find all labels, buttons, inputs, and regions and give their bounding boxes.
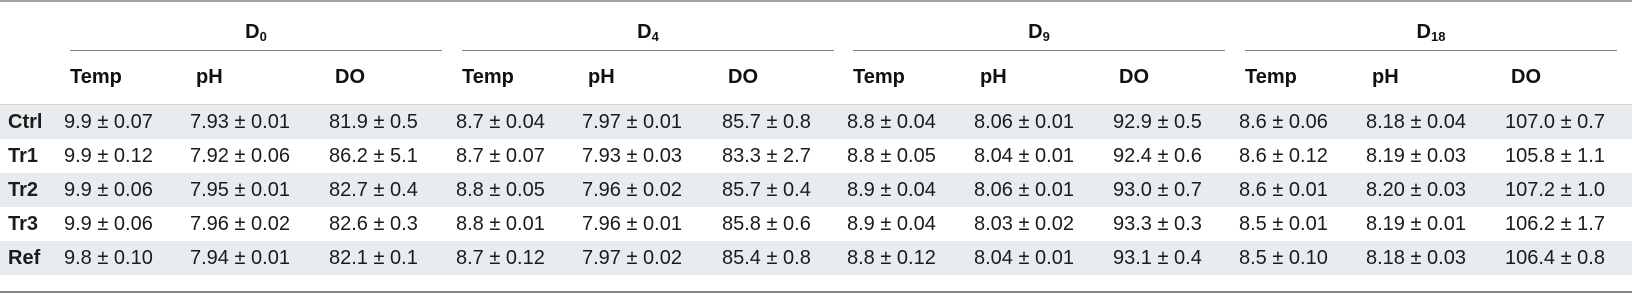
table-row bbox=[0, 207, 1632, 241]
table-cell: 7.97 ± 0.02 bbox=[582, 241, 722, 275]
group-rule-d18 bbox=[1245, 50, 1617, 51]
table-cell: 93.0 ± 0.7 bbox=[1113, 173, 1239, 207]
table-cell: 8.8 ± 0.01 bbox=[456, 212, 545, 235]
table-cell: 105.8 ± 1.1 bbox=[1505, 144, 1605, 167]
col-header-ph-d18: pH bbox=[1372, 66, 1399, 88]
group-rule-d4 bbox=[462, 50, 834, 51]
group-rule-d0 bbox=[70, 50, 442, 51]
col-header-temp-d0: Temp bbox=[70, 66, 122, 88]
table-cell: 8.04 ± 0.01 bbox=[974, 241, 1113, 275]
table-cell: 92.9 ± 0.5 bbox=[1113, 105, 1239, 139]
row-label: Tr1 bbox=[8, 144, 39, 167]
table-cell: 7.94 ± 0.01 bbox=[190, 241, 329, 275]
row-label: Tr2 bbox=[0, 173, 64, 207]
table-cell: 107.2 ± 1.0 bbox=[1505, 173, 1632, 207]
table-cell: 8.6 ± 0.06 bbox=[1239, 105, 1366, 139]
table-cell: 7.93 ± 0.01 bbox=[190, 105, 329, 139]
table-cell: 8.18 ± 0.04 bbox=[1366, 105, 1505, 139]
table-cell: 8.06 ± 0.01 bbox=[974, 173, 1113, 207]
table-cell: 8.8 ± 0.04 bbox=[847, 105, 974, 139]
table-cell: 8.03 ± 0.02 bbox=[974, 212, 1074, 235]
table-cell: 83.3 ± 2.7 bbox=[722, 144, 811, 167]
data-table bbox=[0, 105, 1632, 275]
table-cell: 9.9 ± 0.06 bbox=[64, 173, 190, 207]
group-header-d0: $D_0$ bbox=[245, 21, 267, 44]
table-cell: 8.6 ± 0.01 bbox=[1239, 173, 1366, 207]
col-header-do-d18: DO bbox=[1511, 66, 1541, 88]
table-row bbox=[0, 173, 1632, 207]
row-label: Tr3 bbox=[8, 212, 39, 235]
table-cell: 9.9 ± 0.12 bbox=[64, 144, 153, 167]
table-cell: 85.7 ± 0.8 bbox=[722, 105, 847, 139]
col-header-do-d4: DO bbox=[728, 66, 758, 88]
table-cell: 106.4 ± 0.8 bbox=[1505, 241, 1632, 275]
table-cell: 8.18 ± 0.03 bbox=[1366, 241, 1505, 275]
col-header-ph-d9: pH bbox=[980, 66, 1007, 88]
table-cell: 92.4 ± 0.6 bbox=[1113, 144, 1202, 167]
table-cell: 86.2 ± 5.1 bbox=[329, 144, 418, 167]
table-row bbox=[0, 139, 1632, 173]
table-cell: 8.04 ± 0.01 bbox=[974, 144, 1074, 167]
table-cell: 7.96 ± 0.02 bbox=[582, 173, 722, 207]
group-header-d18: $D_{18}$ bbox=[1416, 21, 1446, 44]
table-cell: 7.97 ± 0.01 bbox=[582, 105, 722, 139]
col-header-temp-d9: Temp bbox=[853, 66, 905, 88]
table-cell: 8.5 ± 0.10 bbox=[1239, 241, 1366, 275]
table-bottom-rule bbox=[0, 291, 1632, 293]
table-cell: 82.1 ± 0.1 bbox=[329, 241, 456, 275]
table-cell: 7.92 ± 0.06 bbox=[190, 144, 290, 167]
col-header-do-d0: DO bbox=[335, 66, 365, 88]
table-cell: 106.2 ± 1.7 bbox=[1505, 212, 1605, 235]
table-cell: 8.8 ± 0.12 bbox=[847, 241, 974, 275]
group-header-d4: $D_4$ bbox=[637, 21, 659, 44]
table-cell: 9.8 ± 0.10 bbox=[64, 241, 190, 275]
group-rule-d9 bbox=[853, 50, 1225, 51]
table-cell: 8.7 ± 0.12 bbox=[456, 241, 582, 275]
table-cell: 8.5 ± 0.01 bbox=[1239, 212, 1328, 235]
row-label: Ref bbox=[0, 241, 64, 275]
table-cell: 8.7 ± 0.07 bbox=[456, 144, 545, 167]
table-cell: 9.9 ± 0.06 bbox=[64, 212, 153, 235]
table-cell: 7.95 ± 0.01 bbox=[190, 173, 329, 207]
table-cell: 8.8 ± 0.05 bbox=[847, 144, 936, 167]
table-cell: 8.6 ± 0.12 bbox=[1239, 144, 1328, 167]
table-cell: 7.96 ± 0.02 bbox=[190, 212, 290, 235]
table-cell: 8.06 ± 0.01 bbox=[974, 105, 1113, 139]
table-cell: 7.96 ± 0.01 bbox=[582, 212, 682, 235]
table-cell: 82.6 ± 0.3 bbox=[329, 212, 418, 235]
table-cell: 93.3 ± 0.3 bbox=[1113, 212, 1202, 235]
col-header-ph-d0: pH bbox=[196, 66, 223, 88]
table-cell: 85.4 ± 0.8 bbox=[722, 241, 847, 275]
table-cell: 9.9 ± 0.07 bbox=[64, 105, 190, 139]
col-header-temp-d4: Temp bbox=[462, 66, 514, 88]
table-row bbox=[0, 241, 1632, 275]
table-top-rule bbox=[0, 0, 1632, 2]
table-cell: 8.8 ± 0.05 bbox=[456, 173, 582, 207]
group-header-d9: $D_9$ bbox=[1028, 21, 1050, 44]
table-cell: 82.7 ± 0.4 bbox=[329, 173, 456, 207]
table-cell: 93.1 ± 0.4 bbox=[1113, 241, 1239, 275]
table-cell: 8.19 ± 0.01 bbox=[1366, 212, 1466, 235]
table-cell: 8.20 ± 0.03 bbox=[1366, 173, 1505, 207]
row-label: Ctrl bbox=[0, 105, 64, 139]
table-cell: 7.93 ± 0.03 bbox=[582, 144, 682, 167]
col-header-do-d9: DO bbox=[1119, 66, 1149, 88]
table-cell: 8.7 ± 0.04 bbox=[456, 105, 582, 139]
table-cell: 8.9 ± 0.04 bbox=[847, 212, 936, 235]
table-row bbox=[0, 105, 1632, 139]
col-header-temp-d18: Temp bbox=[1245, 66, 1297, 88]
table-cell: 85.7 ± 0.4 bbox=[722, 173, 847, 207]
table-cell: 107.0 ± 0.7 bbox=[1505, 105, 1632, 139]
table-cell: 8.19 ± 0.03 bbox=[1366, 144, 1466, 167]
table-cell: 8.9 ± 0.04 bbox=[847, 173, 974, 207]
table-cell: 81.9 ± 0.5 bbox=[329, 105, 456, 139]
table-cell: 85.8 ± 0.6 bbox=[722, 212, 811, 235]
col-header-ph-d4: pH bbox=[588, 66, 615, 88]
